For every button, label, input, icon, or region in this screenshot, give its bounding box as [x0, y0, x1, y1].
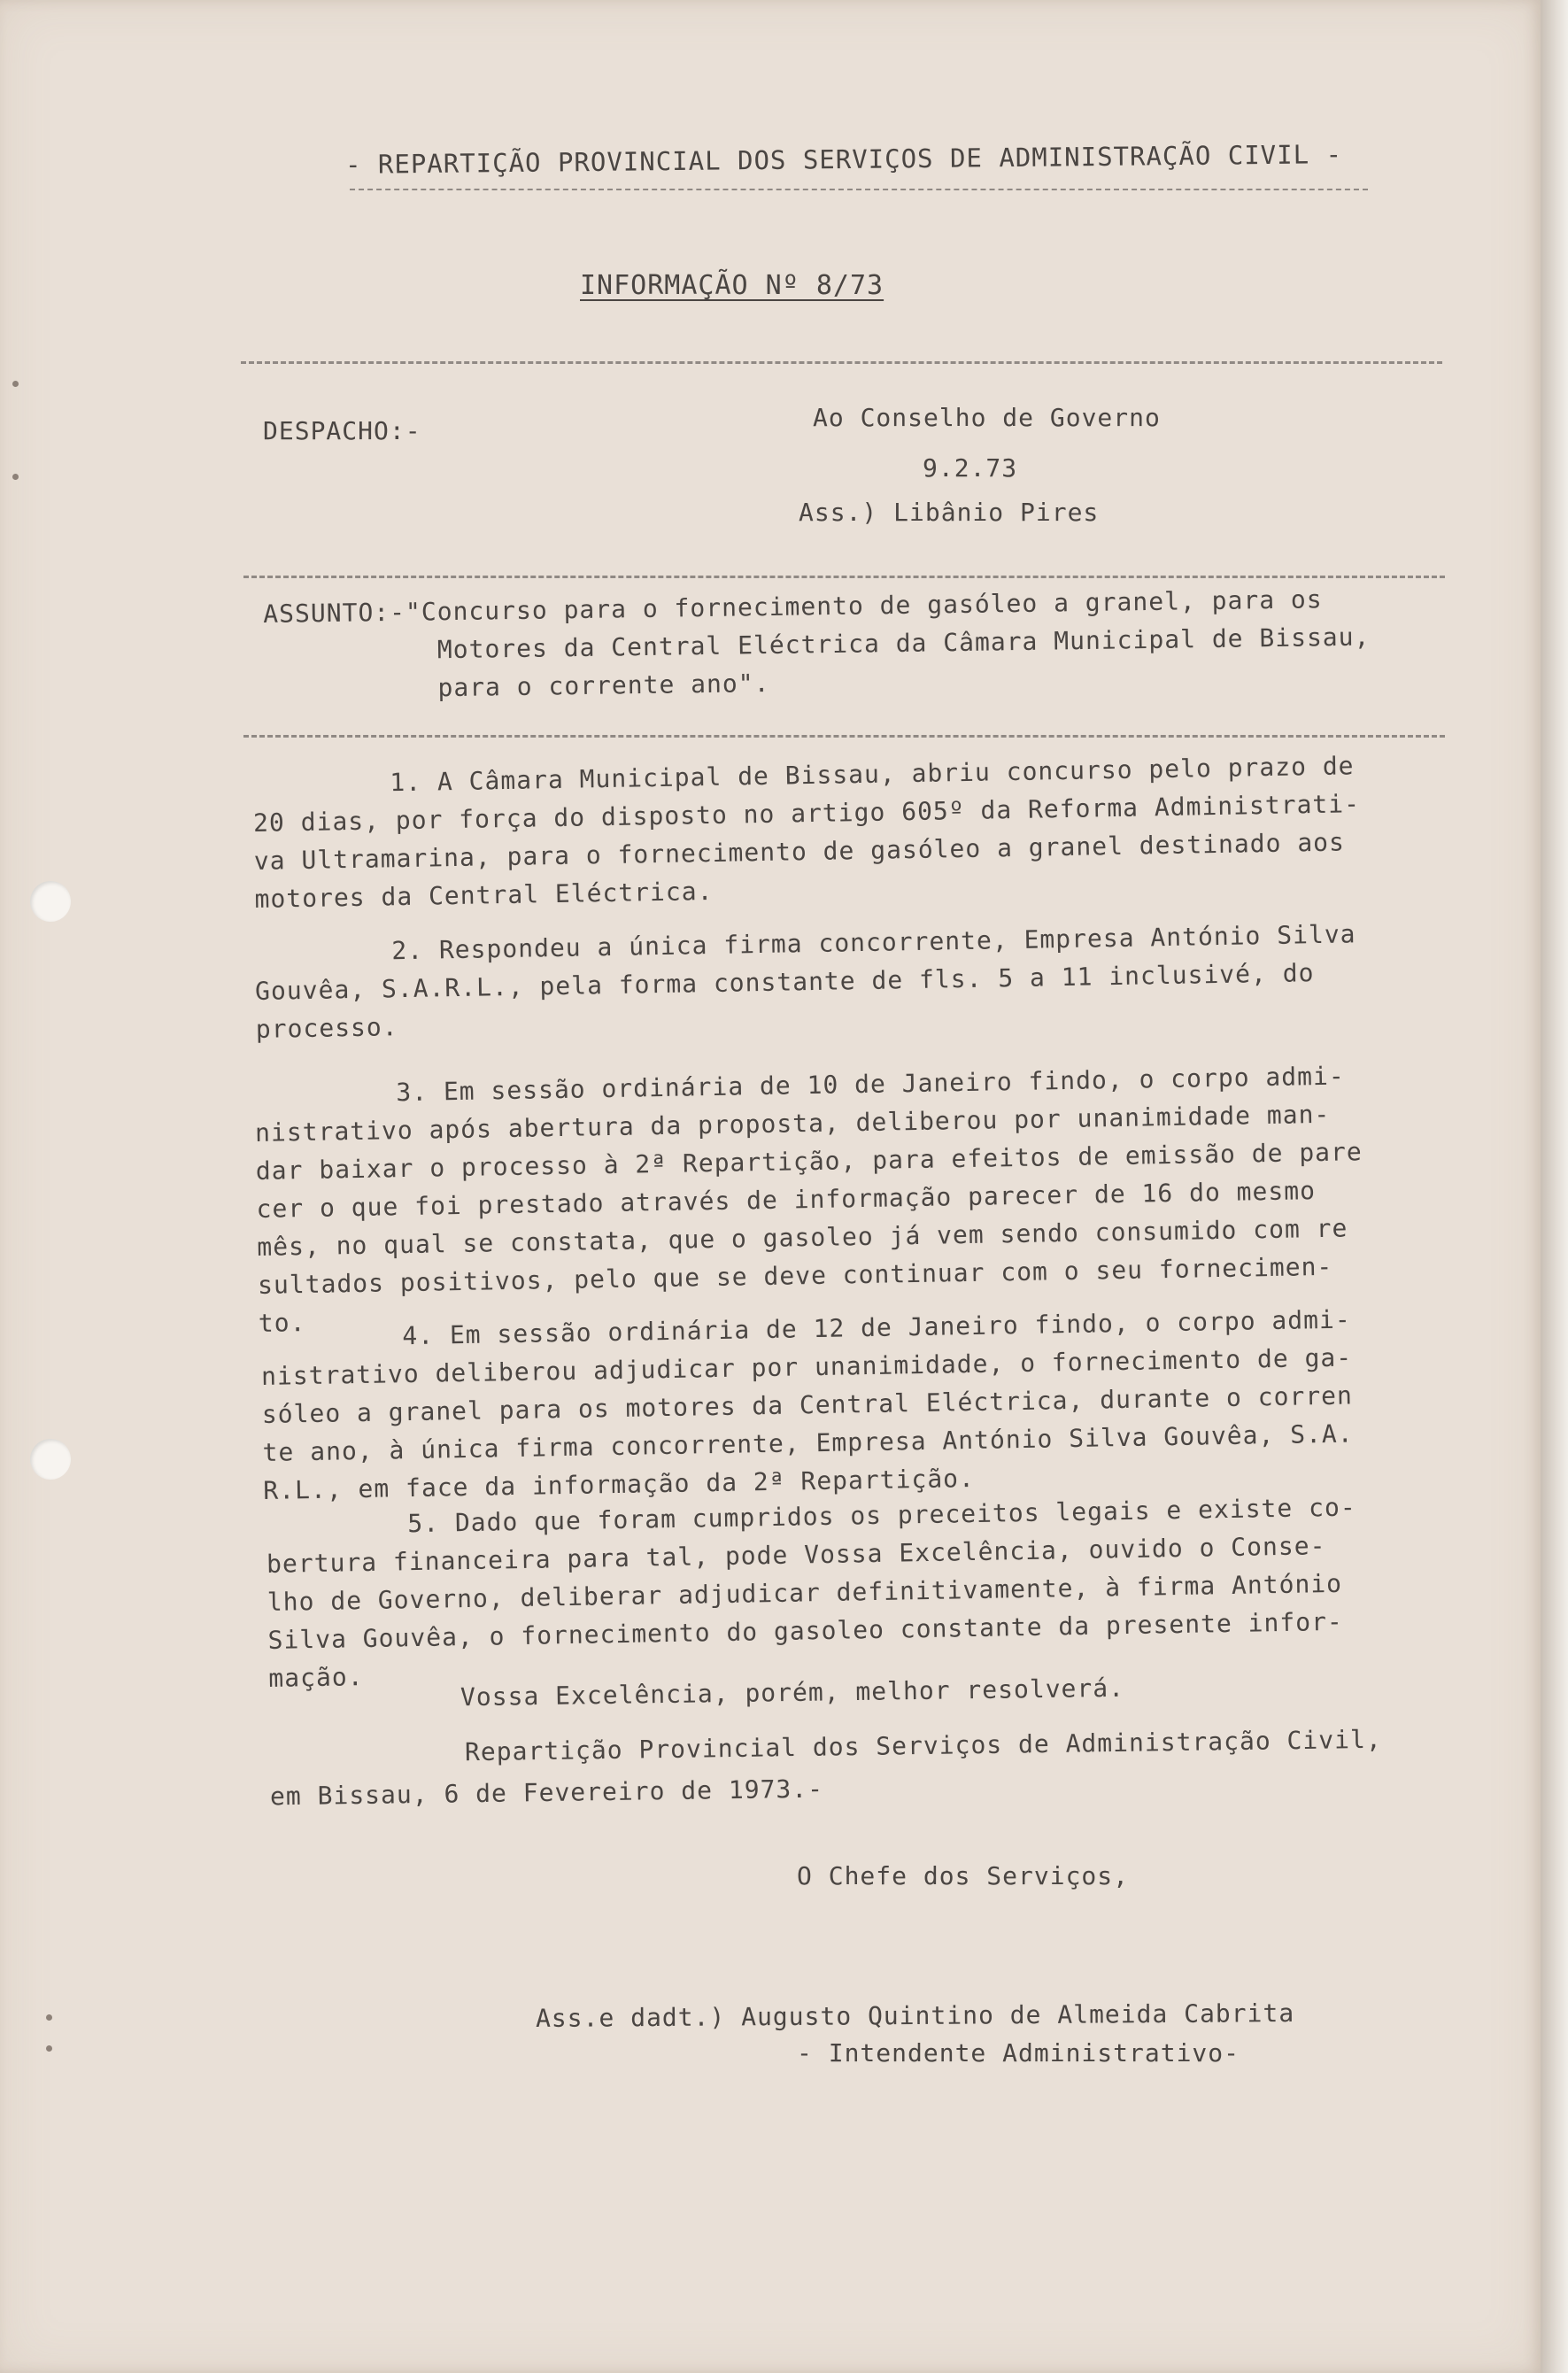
despacho-signature: Ass.) Libânio Pires — [799, 498, 1100, 527]
punch-hole-top — [30, 881, 71, 922]
paragraph-2 — [254, 915, 1357, 1048]
paragraph-line: to. — [258, 1308, 306, 1338]
paragraph-line: 2. Respondeu a única firma concorrente, Empresa António Silva — [391, 919, 1356, 966]
despacho-label: DESPACHO:- — [263, 416, 421, 445]
despacho-recipient: Ao Conselho de Governo — [813, 403, 1161, 432]
paragraph-4 — [260, 1300, 1355, 1509]
signature-name: Ass.e dadt.) Augusto Quintino de Almeida Cabrita — [535, 1998, 1295, 2033]
closing-resolution: Vossa Excelência, porém, melhor resolverá. — [460, 1673, 1125, 1712]
paragraph-line: te ano, à única firma concorrente, Empresa António Silva Gouvêa, S.A. — [262, 1418, 1354, 1467]
closing-place-date: em Bissau, 6 de Fevereiro de 1973.- — [269, 1774, 824, 1812]
subject-line: Motores da Central Eléctrica da Câmara Municipal de Bissau, — [436, 622, 1371, 665]
margin-dot — [46, 2014, 52, 2021]
paragraph-line: dar baixar o processo à 2ª Repartição, para efeitos de emissão de pare — [255, 1137, 1363, 1186]
office-header: - REPARTIÇÃO PROVINCIAL DOS SERVIÇOS DE ADMINISTRAÇÃO CIVIL - — [344, 139, 1343, 180]
paragraph-line: lho de Governo, deliberar adjudicar definitivamente, à firma António — [266, 1568, 1343, 1617]
paragraph-3 — [254, 1056, 1365, 1342]
chefe-title: O Chefe dos Serviços, — [797, 1861, 1130, 1890]
paragraph-line: Silva Gouvêa, o fornecimento do gasoleo constante da presente infor- — [267, 1606, 1344, 1655]
closing-office: Repartição Provincial dos Serviços de Administração Civil, — [464, 1724, 1382, 1767]
paragraph-line: va Ultramarina, para o fornecimento de gasóleo a granel destinado aos — [253, 827, 1346, 876]
margin-dot — [12, 474, 19, 480]
subject-line: ASSUNTO:-"Concurso para o fornecimento de gasóleo a granel, para os — [263, 584, 1323, 629]
paragraph-line: 3. Em sessão ordinária de 10 de Janeiro findo, o corpo admi- — [396, 1061, 1345, 1108]
paragraph-line: cer o que foi prestado através de informação parecer de 16 do mesmo — [256, 1176, 1317, 1224]
paragraph-line: motores da Central Eléctrica. — [254, 876, 714, 914]
paragraph-line: R.L., em face da informação da 2ª Repartição. — [263, 1463, 976, 1505]
paragraph-5 — [266, 1488, 1359, 1697]
despacho-date: 9.2.73 — [923, 453, 1018, 483]
page-edge — [1541, 0, 1568, 2373]
paragraph-line: 20 dias, por força do disposto no artigo 605º da Reforma Administrati- — [252, 789, 1361, 838]
paragraph-line: processo. — [255, 1012, 398, 1044]
separator-rule-1 — [241, 361, 1442, 364]
paragraph-line: 1. A Câmara Municipal de Bissau, abriu concurso pelo prazo de — [390, 751, 1355, 798]
paragraph-line: mês, no qual se constata, que o gasoleo já vem sendo consumido com re — [257, 1213, 1348, 1262]
paragraph-1 — [252, 746, 1362, 918]
paragraph-line: nistrativo após abertura da proposta, deliberou por unanimidade man- — [254, 1099, 1331, 1148]
paragraph-line: mação. — [268, 1662, 364, 1693]
punch-hole-bottom — [30, 1439, 71, 1480]
header-rule — [350, 189, 1368, 190]
paragraph-line: nistrativo deliberou adjudicar por unanimidade, o fornecimento de ga- — [260, 1342, 1353, 1391]
separator-rule-2 — [243, 576, 1445, 578]
separator-rule-3 — [243, 735, 1445, 738]
paragraph-line: 4. Em sessão ordinária de 12 de Janeiro findo, o corpo admi- — [402, 1304, 1351, 1351]
paragraph-line: 5. Dado que foram cumpridos os preceitos legais e existe co- — [407, 1492, 1356, 1539]
paragraph-line: sóleo a granel para os motores da Central Eléctrica, durante o corren — [261, 1380, 1354, 1429]
paragraph-line: Gouvêa, S.A.R.L., pela forma constante de fls. 5 a 11 inclusivé, do — [254, 958, 1315, 1006]
paragraph-line: sultados positivos, pelo que se deve continuar com o seu fornecimen- — [257, 1251, 1333, 1300]
margin-dot — [46, 2045, 52, 2052]
paragraph-line: bertura financeira para tal, pode Vossa Excelência, ouvido o Conse- — [266, 1531, 1326, 1579]
margin-dot — [12, 381, 19, 387]
signature-role: - Intendente Administrativo- — [797, 2038, 1240, 2068]
subject-line: para o corrente ano". — [437, 669, 770, 703]
information-title: INFORMAÇÃO Nº 8/73 — [580, 270, 884, 301]
subject-block — [263, 580, 1371, 709]
